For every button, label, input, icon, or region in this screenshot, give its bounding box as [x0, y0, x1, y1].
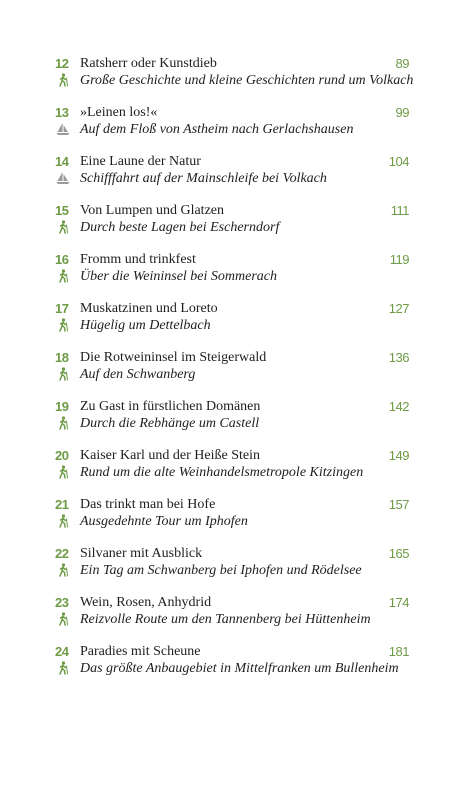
- hiker-icon: [56, 563, 70, 577]
- chapter-subtitle: Große Geschichte und kleine Geschichten rund um Volkach: [80, 73, 414, 88]
- chapter-subtitle: Ein Tag am Schwanberg bei Iphofen und Rödelsee: [80, 563, 362, 578]
- chapter-title: Zu Gast in fürstlichen Domänen: [80, 399, 261, 414]
- toc-entry[interactable]: [0, 497, 476, 546]
- chapter-subtitle: Durch beste Lagen bei Escherndorf: [80, 220, 280, 235]
- chapter-title: Die Rotweininsel im Steigerwald: [80, 350, 267, 365]
- chapter-subtitle: Rund um die alte Weinhandelsmetropole Kitzingen: [80, 465, 364, 480]
- page-number: 119: [389, 252, 409, 267]
- toc-entry[interactable]: [0, 350, 476, 399]
- chapter-subtitle: Schifffahrt auf der Mainschleife bei Volkach: [80, 171, 327, 186]
- boat-icon: [56, 122, 70, 136]
- page-number: 149: [388, 448, 409, 463]
- toc-entry[interactable]: [0, 105, 476, 154]
- chapter-title: Wein, Rosen, Anhydrid: [80, 595, 212, 610]
- chapter-subtitle: Durch die Rebhänge um Castell: [80, 416, 260, 431]
- page-number: 89: [395, 56, 409, 71]
- toc-entry[interactable]: [0, 644, 476, 693]
- chapter-title: Eine Laune der Natur: [80, 154, 201, 169]
- hiker-icon: [56, 269, 70, 283]
- table-of-contents: [0, 56, 476, 693]
- chapter-number: 17: [55, 301, 69, 316]
- hiker-icon: [56, 465, 70, 479]
- chapter-title: Silvaner mit Ausblick: [80, 546, 203, 561]
- hiker-icon: [56, 73, 70, 87]
- hiker-icon: [56, 661, 70, 675]
- page-number: 99: [395, 105, 409, 120]
- page-number: 174: [388, 595, 409, 610]
- toc-entry[interactable]: [0, 56, 476, 105]
- hiker-icon: [56, 367, 70, 381]
- chapter-title: Fromm und trinkfest: [80, 252, 196, 267]
- toc-entry[interactable]: [0, 154, 476, 203]
- chapter-number: 19: [55, 399, 69, 414]
- toc-entry[interactable]: [0, 546, 476, 595]
- chapter-title: Kaiser Karl und der Heiße Stein: [80, 448, 260, 463]
- chapter-subtitle: Über die Weininsel bei Sommerach: [80, 269, 277, 284]
- chapter-title: Von Lumpen und Glatzen: [80, 203, 224, 218]
- chapter-number: 14: [55, 154, 69, 169]
- hiker-icon: [56, 416, 70, 430]
- toc-entry[interactable]: [0, 399, 476, 448]
- page-number: 157: [388, 497, 409, 512]
- hiker-icon: [56, 514, 70, 528]
- page-number: 104: [388, 154, 409, 169]
- chapter-subtitle: Hügelig um Dettelbach: [80, 318, 211, 333]
- boat-icon: [56, 171, 70, 185]
- toc-entry[interactable]: [0, 301, 476, 350]
- chapter-subtitle: Auf den Schwanberg: [80, 367, 196, 382]
- toc-entry[interactable]: [0, 203, 476, 252]
- page-number: 165: [388, 546, 409, 561]
- chapter-number: 23: [55, 595, 69, 610]
- chapter-number: 21: [55, 497, 69, 512]
- chapter-subtitle: Ausgedehnte Tour um Iphofen: [80, 514, 248, 529]
- chapter-number: 20: [55, 448, 69, 463]
- chapter-number: 16: [55, 252, 69, 267]
- chapter-subtitle: Auf dem Floß von Astheim nach Gerlachshausen: [80, 122, 354, 137]
- hiker-icon: [56, 220, 70, 234]
- page-number: 111: [390, 203, 409, 218]
- chapter-subtitle: Reizvolle Route um den Tannenberg bei Hüttenheim: [80, 612, 371, 627]
- toc-entry[interactable]: [0, 448, 476, 497]
- chapter-number: 13: [55, 105, 69, 120]
- page-number: 142: [388, 399, 409, 414]
- chapter-number: 15: [55, 203, 69, 218]
- page-number: 127: [388, 301, 409, 316]
- chapter-title: Paradies mit Scheune: [80, 644, 201, 659]
- chapter-number: 12: [55, 56, 69, 71]
- chapter-title: Das trinkt man bei Hofe: [80, 497, 216, 512]
- hiker-icon: [56, 612, 70, 626]
- chapter-number: 24: [55, 644, 69, 659]
- toc-entry[interactable]: [0, 252, 476, 301]
- toc-entry[interactable]: [0, 595, 476, 644]
- chapter-number: 22: [55, 546, 69, 561]
- chapter-title: Ratsherr oder Kunstdieb: [80, 56, 217, 71]
- page-number: 136: [388, 350, 409, 365]
- chapter-number: 18: [55, 350, 69, 365]
- page-number: 181: [388, 644, 409, 659]
- chapter-title: »Leinen los!«: [80, 105, 158, 120]
- chapter-title: Muskatzinen und Loreto: [80, 301, 218, 316]
- chapter-subtitle: Das größte Anbaugebiet in Mittelfranken um Bullenheim: [80, 661, 399, 676]
- hiker-icon: [56, 318, 70, 332]
